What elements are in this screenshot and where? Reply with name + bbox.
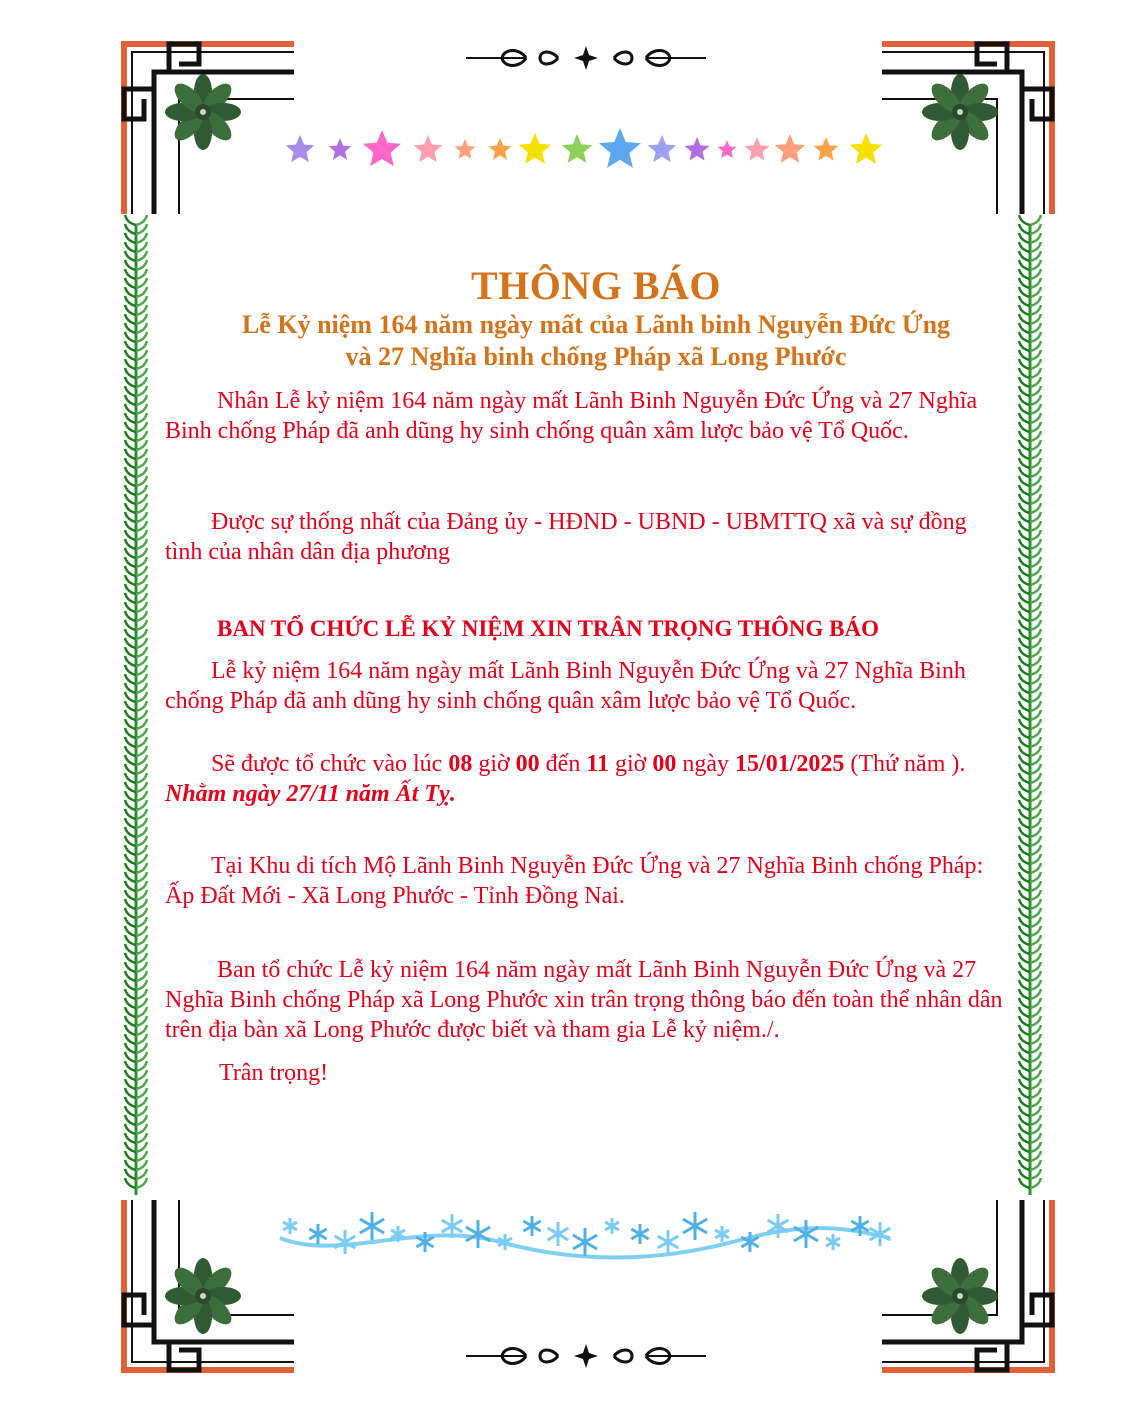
organizing-committee-heading: BAN TỔ CHỨC LỄ KỶ NIỆM XIN TRÂN TRỌNG THÔNG BÁO	[217, 616, 879, 641]
start-hour: 08	[448, 751, 473, 777]
snowflake-icon	[683, 1212, 707, 1240]
star-icon	[455, 139, 476, 159]
snowflake-icon	[335, 1230, 356, 1254]
star-icon	[599, 128, 641, 168]
snowflake-icon	[605, 1218, 619, 1234]
snowflake-icon	[573, 1228, 597, 1256]
notice-title: THÔNG BÁO	[470, 263, 722, 308]
paragraph-anniversary: Lễ kỷ niệm 164 năm ngày mất Lãnh Binh Nguyễn Đức Ứng và 27 Nghĩa Binh chống Pháp đã anh dũng hy sinh chống quân xâm lược bảo vệ Tổ Quốc.	[165, 658, 966, 714]
lunar-date: Nhằm ngày 27/11 năm Ất Tỵ.	[165, 781, 456, 807]
holly-leaf-icon	[165, 74, 241, 150]
star-icon	[562, 134, 592, 163]
notice-subtitle-line1: Lễ Kỷ niệm 164 năm ngày mất của Lãnh binh Nguyễn Đức Ứng	[241, 310, 951, 339]
star-icon	[519, 133, 551, 164]
schedule-prefix: Sẽ được tổ chức vào lúc	[211, 751, 449, 777]
scroll-ornament-icon	[466, 1344, 706, 1368]
snowflake-icon	[794, 1220, 818, 1248]
star-icon	[814, 137, 839, 161]
star-row-icon	[286, 128, 883, 168]
snowflake-icon	[466, 1220, 490, 1248]
star-icon	[414, 135, 443, 162]
paragraph-schedule	[165, 749, 975, 809]
schedule-word: giờ	[609, 751, 653, 777]
star-icon	[745, 137, 770, 161]
star-icon	[775, 134, 805, 163]
holly-leaf-icon	[922, 1258, 998, 1334]
star-icon	[718, 140, 737, 158]
snowflake-icon	[309, 1224, 326, 1244]
snowflake-icon	[283, 1218, 297, 1234]
event-weekday: (Thứ năm ).	[844, 751, 966, 777]
star-icon	[363, 130, 401, 166]
star-icon	[685, 137, 710, 161]
snowflake-icon	[548, 1222, 569, 1246]
star-icon	[850, 133, 882, 164]
event-date: 15/01/2025	[735, 751, 845, 777]
end-hour: 11	[586, 751, 610, 777]
paragraph-approval: Được sự thống nhất của Đảng ủy - HĐND - UBND - UBMTTQ xã và sự đồng tình của nhân dân địa phương	[165, 509, 967, 565]
paragraph-invitation: Ban tổ chức Lễ kỷ niệm 164 năm ngày mất Lãnh Binh Nguyễn Đức Ứng và 27 Nghĩa Binh chống Pháp xã Long Phước xin trân trọng thông báo đến toàn thể nhân dân trên địa bàn xã Long Phước được biết và tham gia Lễ kỷ niệm./.	[165, 957, 1003, 1043]
snowflake-icon	[826, 1234, 840, 1250]
notice-subtitle-line2: và 27 Nghĩa binh chống Pháp xã Long Phước	[345, 342, 847, 371]
paragraph-intro: Nhân Lễ kỷ niệm 164 năm ngày mất Lãnh Binh Nguyễn Đức Ứng và 27 Nghĩa Binh chống Pháp đã anh dũng hy sinh chống quân xâm lược bảo vệ Tổ Quốc.	[165, 388, 978, 444]
snowflake-icon	[360, 1212, 384, 1240]
snowflake-row-icon	[280, 1212, 890, 1258]
snowflake-icon	[658, 1230, 679, 1254]
snowflake-icon	[631, 1224, 648, 1244]
paragraph-location: Tại Khu di tích Mộ Lãnh Binh Nguyễn Đức Ứng và 27 Nghĩa Binh chống Pháp: Ấp Đất Mới - Xã Long Phước - Tỉnh Đồng Nai.	[165, 853, 984, 909]
star-icon	[489, 138, 512, 160]
holly-leaf-icon	[922, 74, 998, 150]
star-icon	[329, 138, 352, 160]
closing-greeting: Trân trọng!	[219, 1060, 329, 1086]
snowflake-icon	[715, 1226, 729, 1242]
star-icon	[648, 135, 677, 162]
scroll-ornament-icon	[466, 46, 706, 70]
schedule-word: đến	[539, 751, 587, 777]
star-icon	[286, 135, 315, 162]
schedule-word: ngày	[676, 751, 736, 777]
snowflake-icon	[523, 1216, 540, 1236]
schedule-word: giờ	[472, 751, 516, 777]
end-minute: 00	[652, 751, 677, 777]
holly-leaf-icon	[165, 1258, 241, 1334]
start-minute: 00	[515, 751, 540, 777]
